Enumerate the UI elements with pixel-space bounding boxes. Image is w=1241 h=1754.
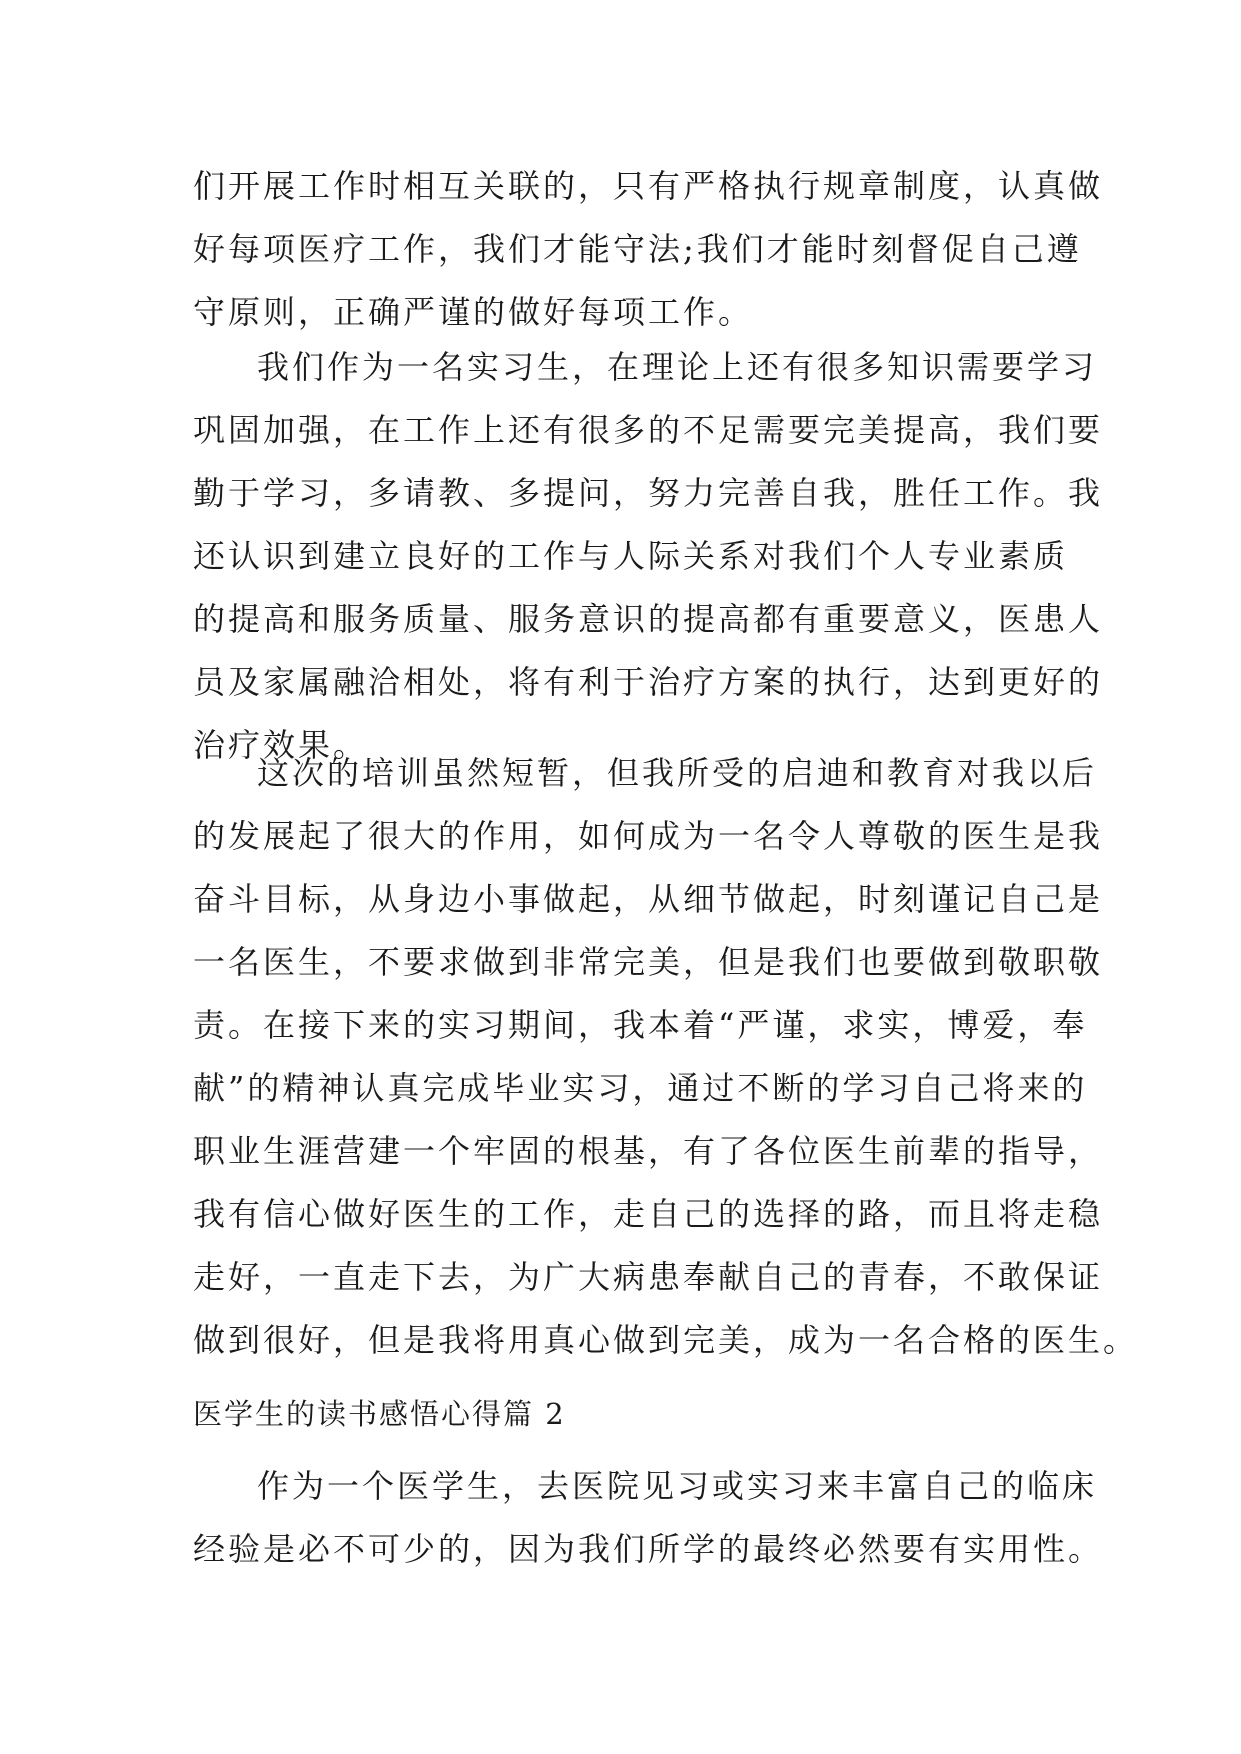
paragraph-1 xyxy=(193,155,1104,344)
text-line: 员及家属融洽相处，将有利于治疗方案的执行，达到更好的 xyxy=(193,663,1104,701)
paragraph-2 xyxy=(193,336,1104,777)
text-line: 经验是必不可少的，因为我们所学的最终必然要有实用性。 xyxy=(193,1530,1104,1568)
text-line: 作为一个医学生，去医院见习或实习来丰富自己的临床 xyxy=(257,1467,1098,1505)
text-line: 奋斗目标，从身边小事做起，从细节做起，时刻谨记自己是 xyxy=(193,880,1104,918)
text-line: 责。在接下来的实习期间，我本着“严谨，求实，博爱，奉 xyxy=(193,1006,1088,1044)
text-line: 献”的精神认真完成毕业实习，通过不断的学习自己将来的 xyxy=(193,1069,1088,1107)
text-line: 一名医生，不要求做到非常完美，但是我们也要做到敬职敬 xyxy=(193,943,1104,981)
text-line: 还认识到建立良好的工作与人际关系对我们个人专业素质 xyxy=(193,537,1069,575)
text-line: 好每项医疗工作，我们才能守法;我们才能时刻督促自己遵 xyxy=(193,230,1082,268)
text-line: 勤于学习，多请教、多提问，努力完善自我，胜任工作。我 xyxy=(193,474,1104,512)
text-line: 走好，一直走下去，为广大病患奉献自己的青春，不敢保证 xyxy=(193,1258,1104,1296)
text-line: 守原则，正确严谨的做好每项工作。 xyxy=(193,293,754,331)
text-line: 职业生涯营建一个牢固的根基，有了各位医生前辈的指导， xyxy=(193,1132,1104,1170)
text-line: 们开展工作时相互关联的，只有严格执行规章制度，认真做 xyxy=(193,167,1104,205)
text-line: 的提高和服务质量、服务意识的提高都有重要意义，医患人 xyxy=(193,600,1104,638)
text-line: 的发展起了很大的作用，如何成为一名令人尊敬的医生是我 xyxy=(193,817,1104,855)
text-line: 治疗效果。 xyxy=(193,726,369,764)
text-line: 做到很好，但是我将用真心做到完美，成为一名合格的医生。 xyxy=(193,1321,1139,1359)
paragraph-3 xyxy=(193,742,1139,1372)
paragraph-4 xyxy=(193,1455,1104,1581)
text-line: 这次的培训虽然短暂，但我所受的启迪和教育对我以后 xyxy=(257,754,1098,792)
section-heading: 医学生的读书感悟心得篇 2 xyxy=(193,1397,566,1431)
text-line: 我有信心做好医生的工作，走自己的选择的路，而且将走稳 xyxy=(193,1195,1104,1233)
text-line: 巩固加强，在工作上还有很多的不足需要完美提高，我们要 xyxy=(193,411,1104,449)
text-line: 我们作为一名实习生，在理论上还有很多知识需要学习 xyxy=(257,348,1098,386)
